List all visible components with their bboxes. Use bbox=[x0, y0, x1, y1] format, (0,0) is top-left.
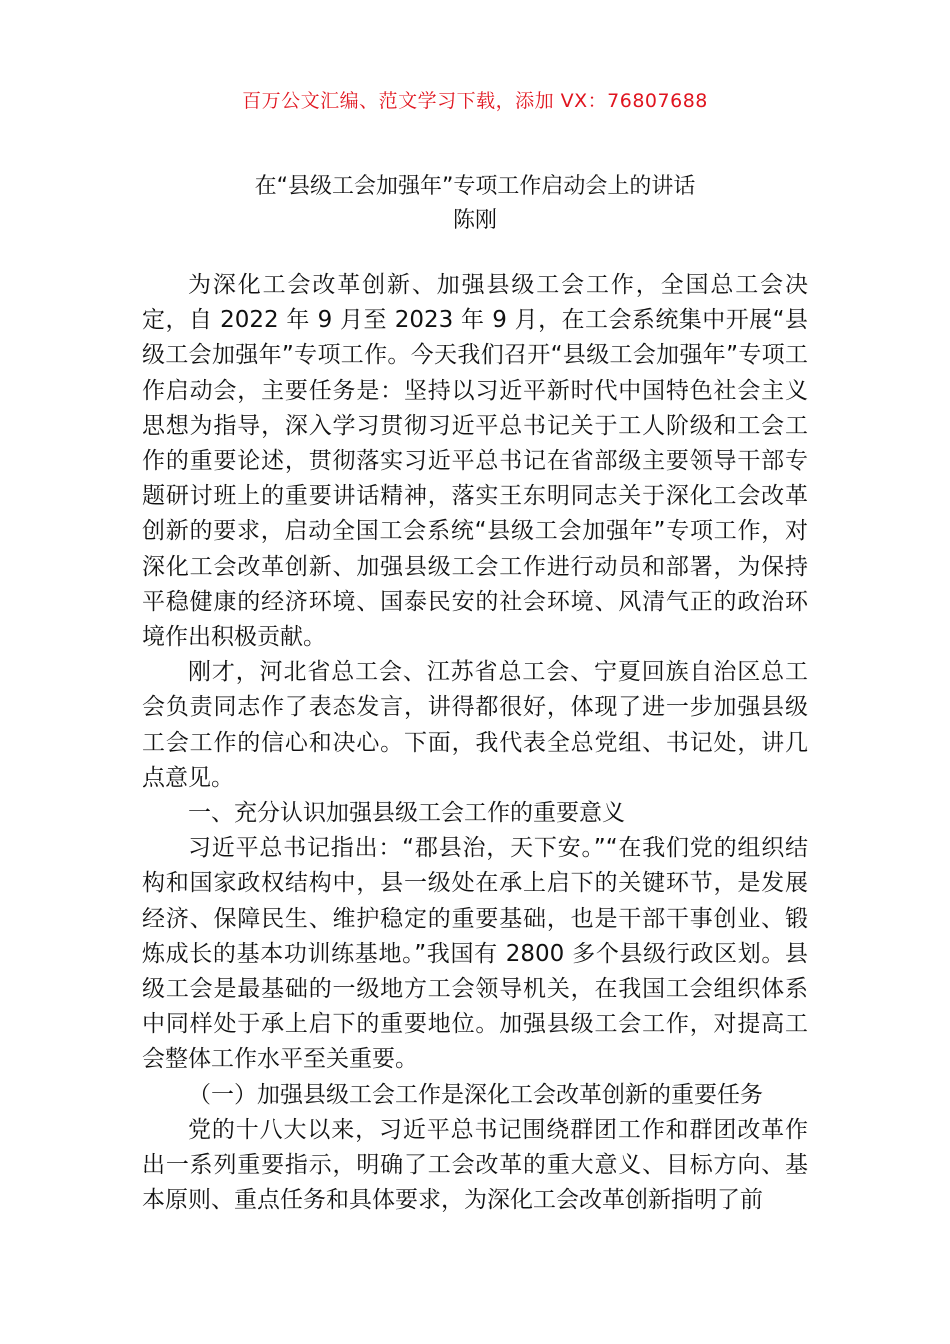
speech-author: 陈刚 bbox=[452, 208, 497, 233]
paragraph-significance: 习近平总书记指出：“郡县治，天下安。”“在我们党的组织结构和国家政权结构中，县一级处在承上启下的关键环节，是发展经济、保障民生、维护稳定的重要基础，也是干部干事创业、锻炼成长的基本功训练基地。”我国有 2800 多个县级行政区划。县级工会是最基础的一级地方工会领导机关，在我国工会组织体系中同样处于承上启下的重要地位。加强县级工会工作，对提高工会整体工作水平至关重要。 bbox=[142, 835, 808, 1073]
subsection-heading-1: （一）加强县级工会工作是深化工会改革创新的重要任务 bbox=[188, 1081, 763, 1108]
paragraph-intro: 为深化工会改革创新、加强县级工会工作，全国总工会决定，自 2022 年 9 月至 2023 年 9 月，在工会系统集中开展“县级工会加强年”专项工作。今天我们召开“县级工会加强年”专项工作启动会，主要任务是：坚持以习近平新时代中国特色社会主义思想为指导，深入学习贯彻习近平总书记关于工人阶级和工会工作的重要论述，贯彻落实习近平总书记在省部级主要领导干部专题研讨班上的重要讲话精神，落实王东明同志关于深化工会改革创新的要求，启动全国工会系统“县级工会加强年”专项工作，对深化工会改革创新、加强县级工会工作进行动员和部署，为保持平稳健康的经济环境、国泰民安的社会环境、风清气正的政治环境作出积极贡献。 bbox=[142, 272, 808, 651]
speech-body bbox=[142, 268, 808, 1218]
paragraph-reform: 党的十八大以来，习近平总书记围绕群团工作和群团改革作出一系列重要指示，明确了工会改革的重大意义、目标方向、基本原则、重点任务和具体要求，为深化工会改革创新指明了前 bbox=[142, 1116, 808, 1214]
paragraph-remarks: 刚才，河北省总工会、江苏省总工会、宁夏回族自治区总工会负责同志作了表态发言，讲得都很好，体现了进一步加强县级工会工作的信心和决心。下面，我代表全总党组、书记处，讲几点意见。 bbox=[142, 659, 808, 791]
watermark-banner: 百万公文汇编、范文学习下载，添加 VX：76807688 bbox=[242, 90, 708, 112]
speech-title: 在“县级工会加强年”专项工作启动会上的讲话 bbox=[254, 174, 696, 199]
section-heading-1: 一、充分认识加强县级工会工作的重要意义 bbox=[188, 800, 625, 827]
